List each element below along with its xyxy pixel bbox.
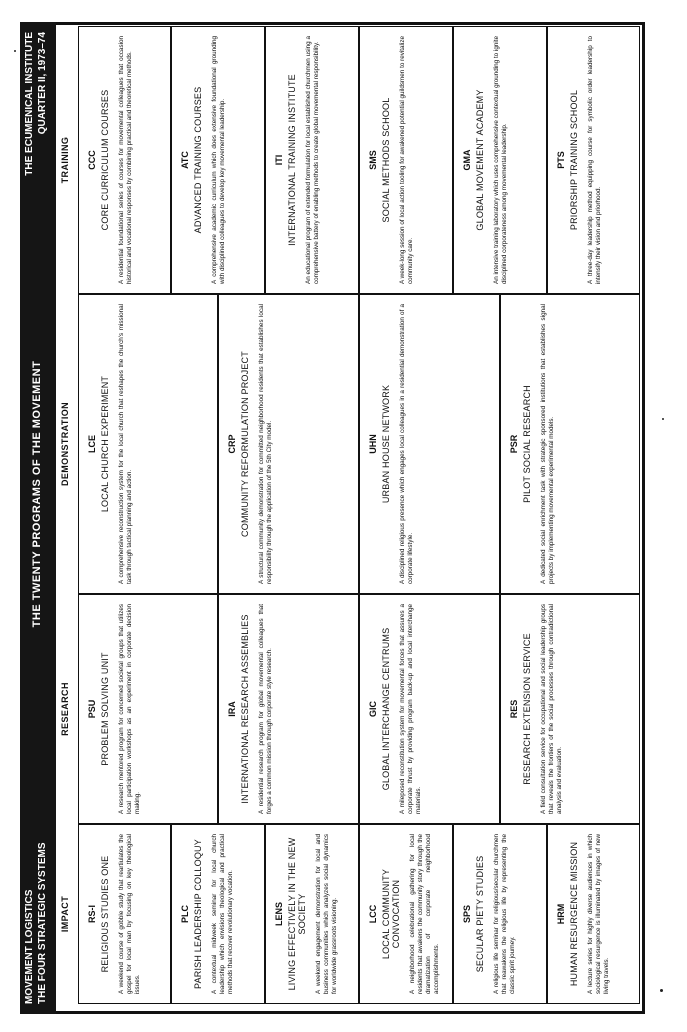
program-code: SPS [462, 905, 472, 924]
program-cell-psr [500, 294, 640, 594]
program-cell-iti [265, 26, 359, 294]
program-code: ATC [180, 151, 190, 169]
column-header-research: RESEARCH [60, 682, 70, 736]
program-code: PTS [556, 151, 566, 169]
program-code: PLC [180, 905, 190, 923]
program-name: PILOT SOCIAL RESEARCH [522, 385, 532, 503]
program-name: PARISH LEADERSHIP COLLOQUY [193, 839, 203, 989]
program-description: A structural community demonstration for committed neighborhood residents that establishes local responsibility through the application of the 5th City model. [258, 304, 273, 584]
column-header-impact: IMPACT [60, 895, 70, 933]
program-cell-plc [171, 824, 265, 1004]
program-description: A comprehensive reconstruction system for the local church that reshapes the church's missional task through tactical planning and action. [118, 304, 133, 584]
program-description: A mileposed reconstitution system for movemental forces that assures a corporate thrust by providing program back-up and local interchange materials. [399, 604, 422, 814]
program-description: A contextual midweek seminar for local church leadership which envisions theological and practical methods that recover revolutionary vocation. [211, 834, 234, 994]
program-name: URBAN HOUSE NETWORK [381, 384, 391, 504]
program-description: A weekend course of gobble study that reartiulates the gospel for local man by focusing on key theological issues. [118, 834, 141, 994]
header-center-title: THE TWENTY PROGRAMS OF THE MOVEMENT [31, 360, 43, 628]
program-description: A comprehensive academic curriculum which does extensive foundational grounding with disciplined colleagues to develop key movemental leadership. [211, 36, 226, 284]
program-cell-gma [453, 26, 547, 294]
program-name: LOCAL CHURCH EXPERIMENT [100, 375, 110, 513]
header-left [23, 843, 49, 1005]
program-code: HRM [556, 903, 566, 925]
program-name: GLOBAL MOVEMENT ACADEMY [475, 89, 485, 231]
scan-speck [662, 418, 664, 420]
header-right-line1: THE ECUMENICAL INSTITUTE [24, 32, 35, 176]
program-name: CORE CURRICULUM COURSES [100, 89, 110, 231]
program-code: IRA [227, 701, 237, 717]
header-left-line2: THE FOUR STRATEGIC SYSTEMS [37, 842, 48, 1004]
program-code: PSU [87, 699, 97, 719]
column-header-demonstration: DEMONSTRATION [60, 401, 70, 487]
program-code: RES [509, 699, 519, 719]
program-cell-lcc [359, 824, 453, 1004]
program-name: ADVANCED TRAINING COURSES [193, 86, 203, 234]
program-name: RELIGIOUS STUDIES ONE [100, 855, 110, 973]
program-cell-lens [265, 824, 359, 1004]
program-description: An educational program of extended formulation for local established churchmen using a comprehensive battery of enabling methods to create global movemental responsibility. [305, 36, 320, 284]
program-code: LENS [274, 902, 284, 927]
program-name: SECULAR PIETY STUDIES [475, 855, 485, 973]
program-description: A religious life seminar for religious/secular churchmen that reawakens the religious life by representing the classic spirit journey. [493, 834, 516, 994]
program-cell-rs1 [78, 824, 171, 1004]
program-name: PRIORSHIP TRAINING SCHOOL [569, 89, 579, 231]
program-description: An intensive training laboratory which uses comprehensive contextual grounding to ignite disciplined corporateness among movemental leadership. [493, 36, 508, 284]
header-left-line1: MOVEMENT LOGISTICS [24, 889, 35, 1004]
program-code: PSR [509, 434, 519, 454]
scan-speck [660, 989, 663, 992]
program-name: GLOBAL INTERCHANGE CENTRUMS [381, 627, 391, 791]
program-name: LOCAL COMMUNITY CONVOCATION [381, 868, 401, 960]
program-code: CCC [87, 150, 97, 170]
program-cell-ccc [78, 26, 171, 294]
program-code: RS-I [87, 905, 97, 923]
program-cell-pts [547, 26, 640, 294]
program-name: SOCIAL METHODS SCHOOL [381, 97, 391, 223]
program-code: GMA [462, 149, 472, 171]
program-name: PROBLEM SOLVING UNIT [100, 652, 110, 766]
program-code: ITI [274, 154, 284, 166]
program-name: HUMAN RESURGENCE MISSION [569, 841, 579, 987]
program-cell-uhn [359, 294, 500, 594]
program-cell-gic [359, 594, 500, 824]
program-name: LIVING EFFECTIVELY IN THE NEW SOCIETY [287, 837, 307, 991]
program-cell-res [500, 594, 640, 824]
scan-speck [14, 50, 16, 52]
program-cell-sps [453, 824, 547, 1004]
program-description: A lecture series for highly diverse audiences in which sociological resurgence is illuminated by images of new living travels. [587, 834, 610, 994]
header-right-line2: QUARTER II, 1973–74 [37, 32, 48, 135]
program-cell-hrm [547, 824, 640, 1004]
program-cell-ira [218, 594, 359, 824]
program-description: A disciplined religious presence which engages local colleagues in a residential demonstration of a corporate lifestyle. [399, 304, 414, 584]
program-code: SMS [368, 150, 378, 170]
program-cell-atc [171, 26, 265, 294]
program-description: A three-day leadership method equipping course for symbolic order leadership to intensify their vision and priorhood. [587, 36, 602, 284]
program-code: LCC [368, 904, 378, 924]
header-right [23, 32, 49, 176]
program-cell-psu [78, 594, 218, 824]
program-code: LCE [87, 435, 97, 453]
program-description: A weekend engagement demonstration for local and business communities which analyzes social dynamics for worldwide grassroots visioning. [315, 834, 338, 994]
program-name: INTERNATIONAL TRAINING INSTITUTE [287, 74, 297, 246]
program-cell-lce [78, 294, 218, 594]
program-code: UHN [368, 434, 378, 454]
column-header-training: TRAINING [60, 136, 70, 184]
program-cell-crp [218, 294, 359, 594]
program-description: A dedicated social enrichment task with strategic sponsored institutions that establishes signal projects by implementing movemental experimental models. [540, 304, 555, 584]
program-name: COMMUNITY REFORMULATION PROJECT [240, 351, 250, 537]
program-description: A field consultation service for occupational and social leadership groups that reveals the frontiers of the social processes through contradictional analysis and evaluation. [540, 604, 563, 814]
program-description: A week-long session of local action tooling for awakened potential guildsmen to revitalize community care. [399, 36, 414, 284]
program-description: A neighborhood celebrational gathering for local residents that awakens the community story through the dramatization of corporate neighborhood accomplishments. [409, 834, 440, 994]
program-code: GIC [368, 701, 378, 718]
document-banner [20, 22, 56, 1014]
program-description: A residential foundational series of courses for movemental colleagues that occasion historical and vocational responses by combining practical and theoretical methods. [118, 36, 133, 284]
program-name: RESEARCH EXTENSION SERVICE [522, 633, 532, 785]
program-code: CRP [227, 434, 237, 454]
program-description: A research mentored program for concerned societal groups that utilizes local participation workshops as an experiment in corporate decision making. [118, 604, 141, 814]
program-cell-sms [359, 26, 453, 294]
program-description: A residential research program for global movemental colleagues that forges a common mission through corporate style research. [258, 604, 273, 814]
program-name: INTERNATIONAL RESEARCH ASSEMBLIES [240, 614, 250, 804]
